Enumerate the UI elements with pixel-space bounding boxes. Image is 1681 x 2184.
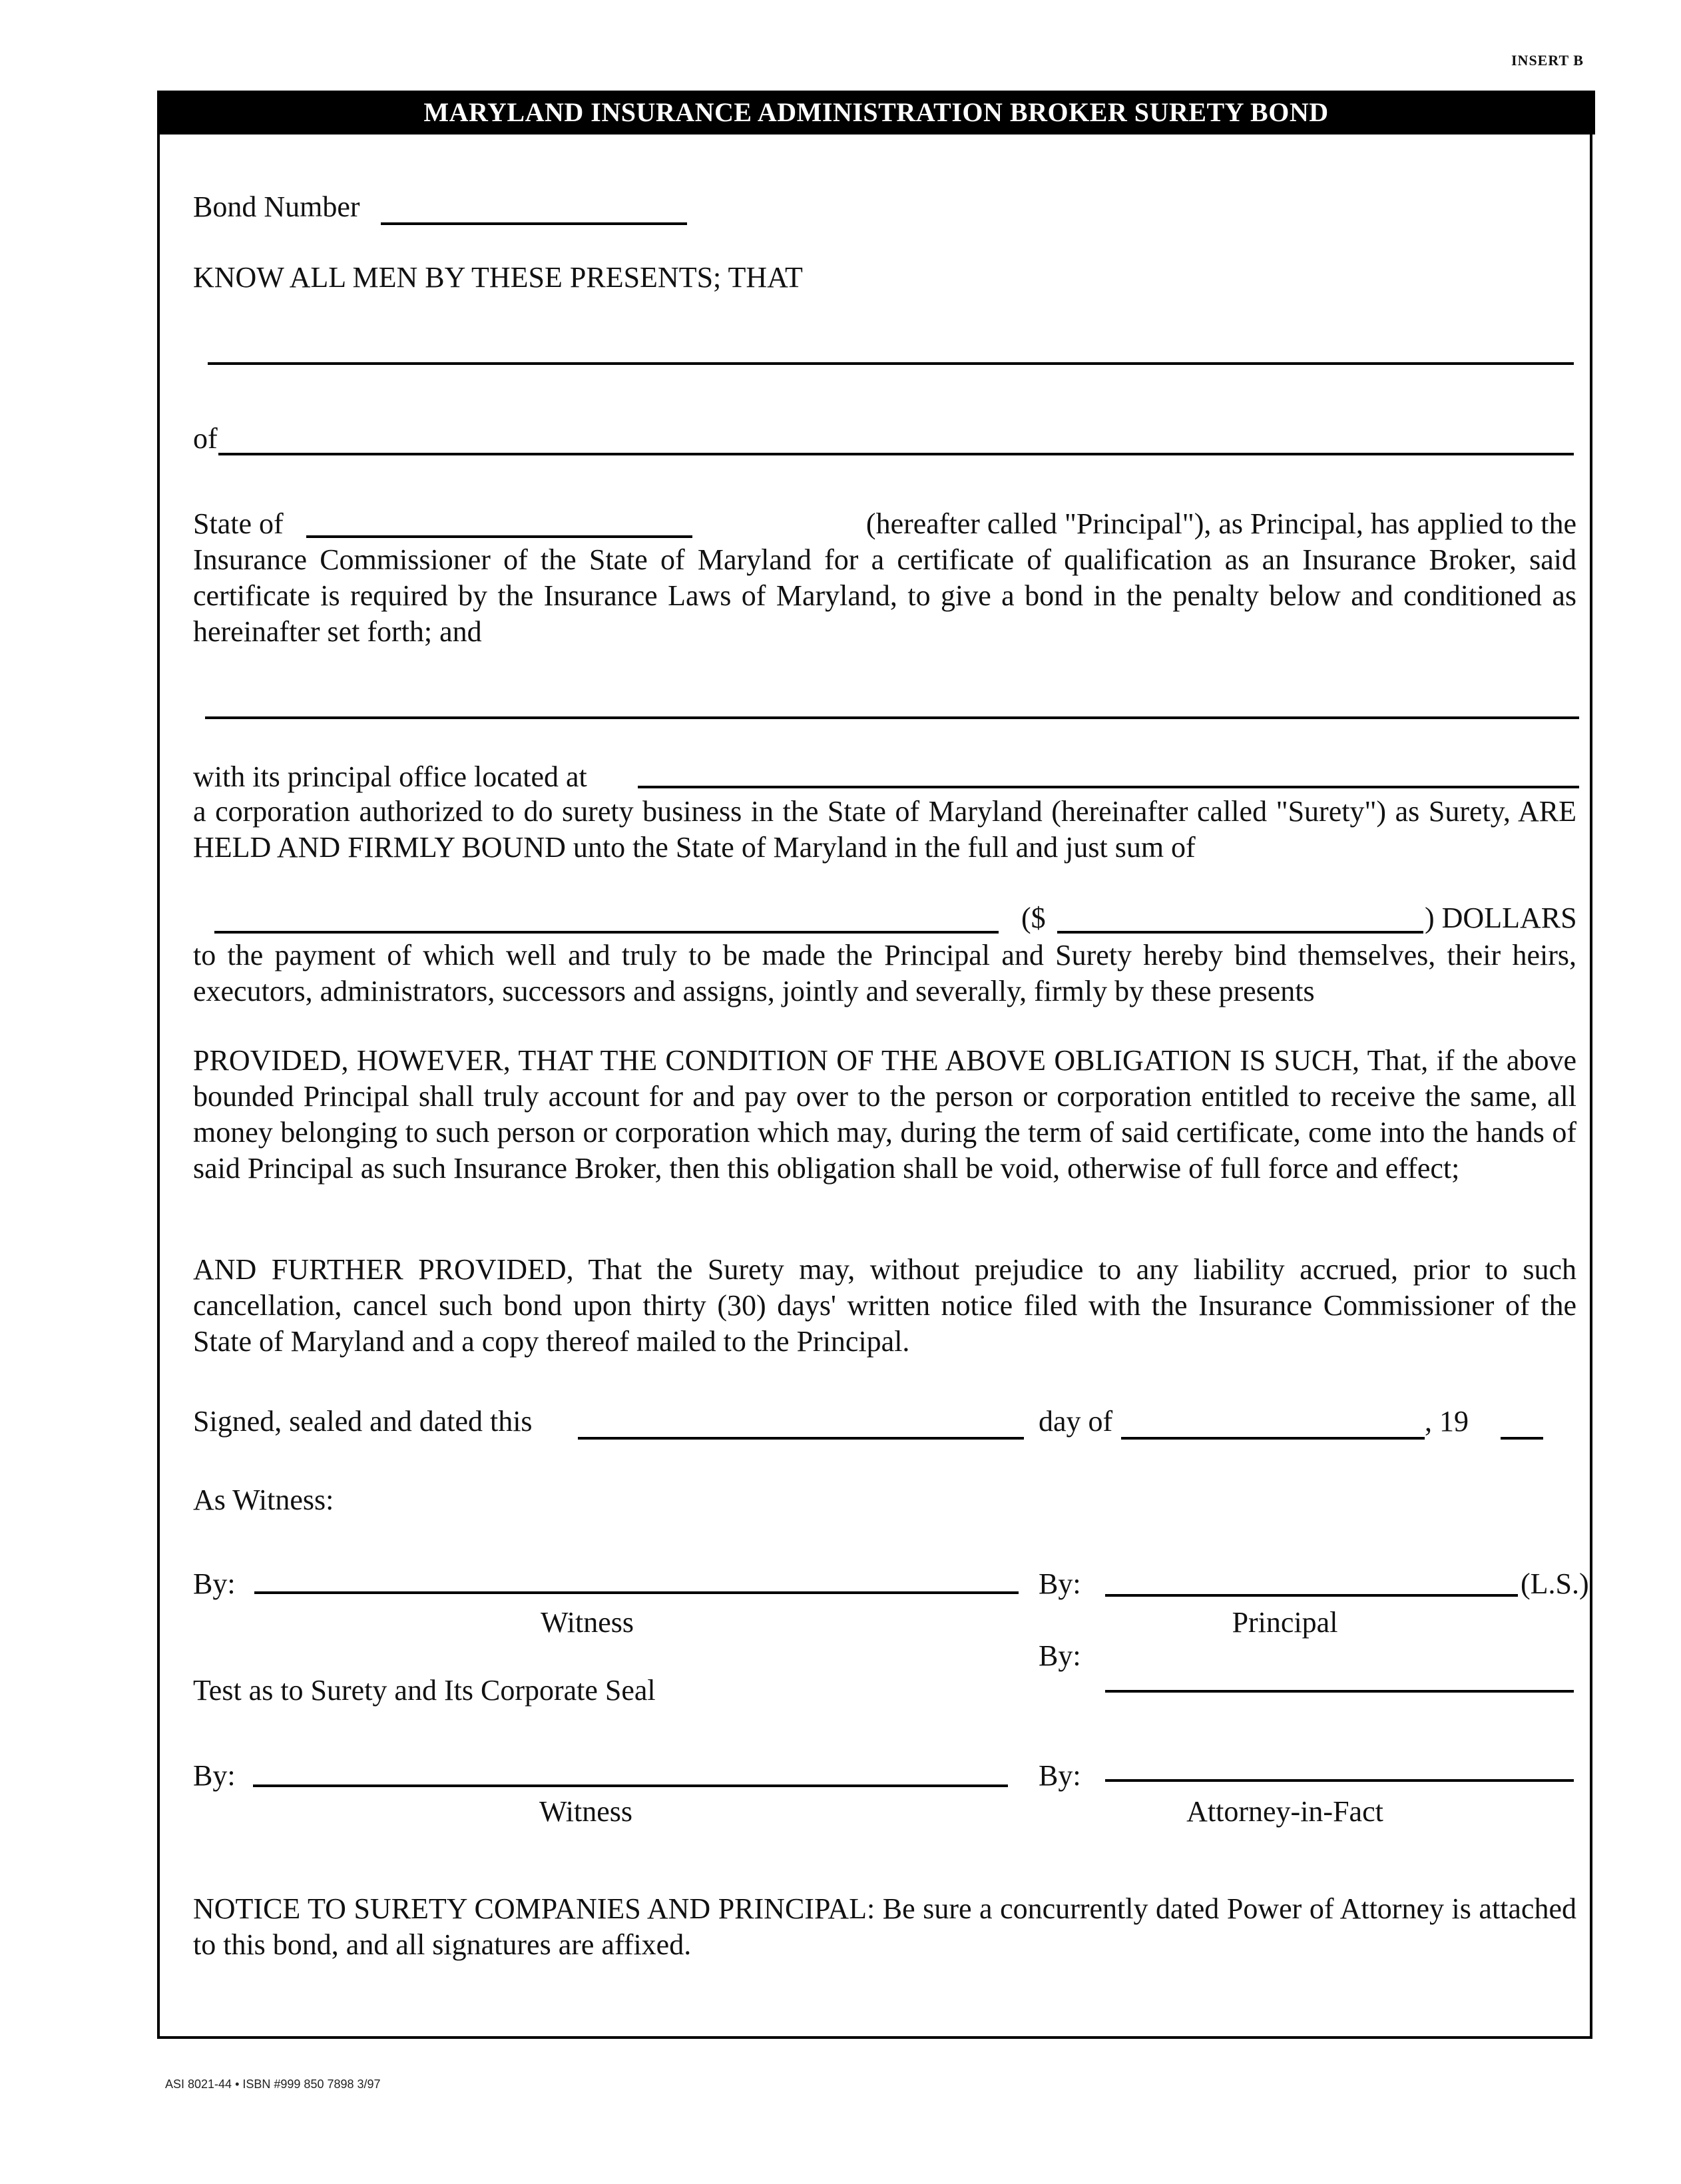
by-label: By:	[1039, 1759, 1081, 1792]
payment-paragraph: to the payment of which well and truly to be made the Principal and Surety hereby bind themselves, their heirs, executors, administrators, successors and assigns, jointly and severally, firmly by these presents	[193, 939, 1576, 1007]
witness-signature-field-1[interactable]	[254, 1591, 1019, 1594]
principal-office-label: with its principal office located at	[193, 760, 587, 793]
by-label: By:	[1039, 1639, 1081, 1672]
attorney-caption: Attorney-in-Fact	[1186, 1795, 1383, 1828]
attorney-signature-field[interactable]	[1105, 1779, 1574, 1782]
month-field[interactable]	[1121, 1437, 1425, 1440]
cancellation-paragraph: AND FURTHER PROVIDED, That the Surety may, without prejudice to any liability accrued, prior to such cancellation, cancel such bond upon thirty (30) days' written notice filed with the Insurance Commissioner of the State of Maryland and a copy thereof mailed to the Principal.	[193, 1253, 1576, 1358]
witness-signature-field-2[interactable]	[253, 1784, 1008, 1787]
year-field[interactable]	[1501, 1437, 1543, 1440]
by-label: By:	[1039, 1567, 1081, 1600]
state-of-label: State of	[193, 507, 284, 540]
surety-name-field[interactable]	[205, 716, 1579, 719]
notice-text: NOTICE TO SURETY COMPANIES AND PRINCIPAL: Be sure a concurrently dated Power of Attorney is attached to this bond, and all signatures are affixed.	[193, 1892, 1576, 1961]
amount-suffix: ) DOLLARS	[1425, 902, 1577, 934]
amount-number-field[interactable]	[1057, 931, 1423, 934]
signed-label: Signed, sealed and dated this	[193, 1405, 533, 1438]
as-witness-label: As Witness:	[193, 1484, 334, 1516]
of-label: of	[193, 422, 218, 455]
footer-code: ASI 8021-44 • ISBN #999 850 7898 3/97	[165, 2077, 381, 2091]
principal-paragraph: Insurance Commissioner of the State of Maryland for a certificate of qualification as an Insurance Broker, said certificate is required by the Insurance Laws of Maryland, to give a bond in the penalty below and conditioned as hereinafter set forth; and	[193, 543, 1576, 648]
by-label: By:	[193, 1759, 236, 1792]
intro-text: KNOW ALL MEN BY THESE PRESENTS; THAT	[193, 261, 803, 294]
principal-name-field[interactable]	[208, 362, 1574, 365]
ls-label: (L.S.)	[1521, 1567, 1589, 1600]
witness-caption: Witness	[541, 1606, 634, 1639]
principal-signature-field[interactable]	[1105, 1594, 1518, 1597]
amount-words-field[interactable]	[214, 931, 999, 934]
of-address-field[interactable]	[218, 453, 1574, 455]
by-label: By:	[193, 1567, 236, 1600]
principal-office-field[interactable]	[638, 786, 1579, 788]
test-surety-label: Test as to Surety and Its Corporate Seal	[193, 1674, 656, 1707]
insert-label: INSERT B	[1511, 52, 1584, 69]
witness-caption: Witness	[539, 1795, 632, 1828]
state-of-field[interactable]	[306, 535, 692, 538]
surety-officer-signature-field[interactable]	[1105, 1690, 1574, 1693]
amount-prefix: ($	[1021, 902, 1046, 934]
surety-paragraph: a corporation authorized to do surety business in the State of Maryland (hereinafter called "Surety") as Surety, ARE HELD AND FIRMLY BOUND unto the State of Maryland in the full and just sum of	[193, 795, 1576, 864]
form-title: MARYLAND INSURANCE ADMINISTRATION BROKER SURETY BOND	[157, 91, 1595, 135]
principal-caption: Principal	[1232, 1606, 1338, 1639]
bond-number-field[interactable]	[381, 222, 687, 225]
condition-paragraph: PROVIDED, HOWEVER, THAT THE CONDITION OF THE ABOVE OBLIGATION IS SUCH, That, if the above bounded Principal shall truly account for and pay over to the person or corporation entitled to receive the same, all money belonging to such person or corporation which may, during the term of said certificate, come into the hands of said Principal as such Insurance Broker, then this obligation shall be void, otherwise of full force and effect;	[193, 1044, 1576, 1185]
signed-day-field[interactable]	[578, 1437, 1024, 1440]
bond-number-label: Bond Number	[193, 190, 360, 223]
principal-para-line1: (hereafter called "Principal"), as Principal, has applied to the	[865, 507, 1576, 540]
day-of-label: day of	[1039, 1405, 1113, 1438]
year-prefix: , 19	[1425, 1405, 1469, 1438]
